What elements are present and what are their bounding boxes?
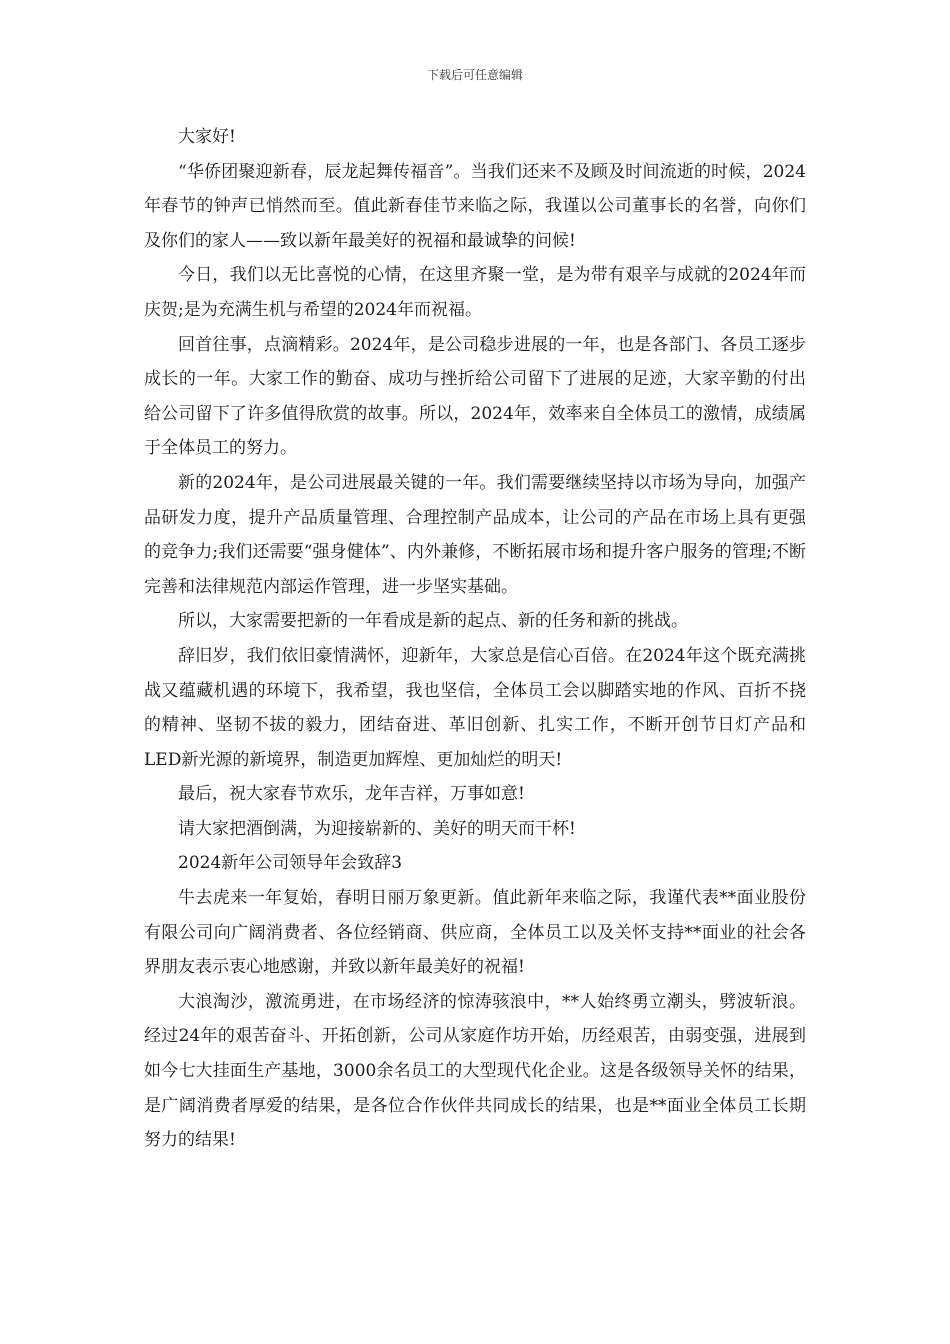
paragraph: 回首往事，点滴精彩。2024年，是公司稳步进展的一年，也是各部门、各员工逐步成长的一年。大家工作的勤奋、成功与挫折给公司留下了进展的足迹，大家辛勤的付出给公司留下了许多值得欣赏的故事。所以，2024年，效率来自全体员工的激情，成绩属于全体员工的努力。 [144, 334, 806, 459]
section-title: 2024新年公司领导年会致辞3 [178, 853, 403, 874]
paragraph: 辞旧岁，我们依旧豪情满怀，迎新年，大家总是信心百倍。在2024年这个既充满挑战又蕴藏机遇的环境下，我希望，我也坚信，全体员工会以脚踏实地的作风、百折不挠的精神、坚韧不拔的毅力，团结奋进、革旧创新、扎实工作，不断开创节日灯产品和LED新光源的新境界，制造更加辉煌、更加灿烂的明天! [144, 645, 806, 770]
paragraph: 请大家把酒倒满，为迎接崭新的、美好的明天而干杯! [178, 818, 576, 839]
paragraph: 新的2024年，是公司进展最关键的一年。我们需要继续坚持以市场为导向，加强产品研发力度，提升产品质量管理、合理控制产品成本，让公司的产品在市场上具有更强的竞争力;我们还需要“强身健体”、内外兼修，不断拓展市场和提升客户服务的管理;不断完善和法律规范内部运作管理，进一步坚实基础。 [144, 472, 806, 597]
paragraph-greeting: 大家好! [178, 127, 236, 147]
paragraph: 牛去虎来一年复始，春明日丽万象更新。值此新年来临之际，我谨代表**面业股份有限公司向广阔消费者、各位经销商、供应商，全体员工以及关怀支持**面业的社会各界朋友表示衷心地感谢，并致以新年最美好的祝福! [144, 888, 806, 978]
paragraph: 大浪淘沙，激流勇进，在市场经济的惊涛骇浪中，**人始终勇立潮头，劈波斩浪。经过24年的艰苦奋斗、开拓创新，公司从家庭作坊开始，历经艰苦，由弱变强，进展到如今七大挂面生产基地，3000余名员工的大型现代化企业。这是各级领导关怀的结果，是广阔消费者厚爱的结果，是各位合作伙伴共同成长的结果，也是**面业全体员工长期努力的结果! [144, 991, 806, 1151]
paragraph: 所以，大家需要把新的一年看成是新的起点、新的任务和新的挑战。 [178, 611, 688, 632]
paragraph: 最后，祝大家春节欢乐，龙年吉祥，万事如意! [178, 784, 525, 805]
document-body [144, 120, 806, 1158]
page-header: 下载后可任意编辑 [426, 68, 523, 82]
paragraph: “华侨团聚迎新春，辰龙起舞传福音”。当我们还来不及顾及时间流逝的时候，2024年春节的钟声已悄然而至。值此新春佳节来临之际，我谨以公司董事长的名誉，向你们及你们的家人——致以新年最美好的祝福和最诚挚的问候! [144, 161, 806, 251]
paragraph: 今日，我们以无比喜悦的心情，在这里齐聚一堂，是为带有艰辛与成就的2024年而庆贺;是为充满生机与希望的2024年而祝福。 [144, 265, 806, 320]
